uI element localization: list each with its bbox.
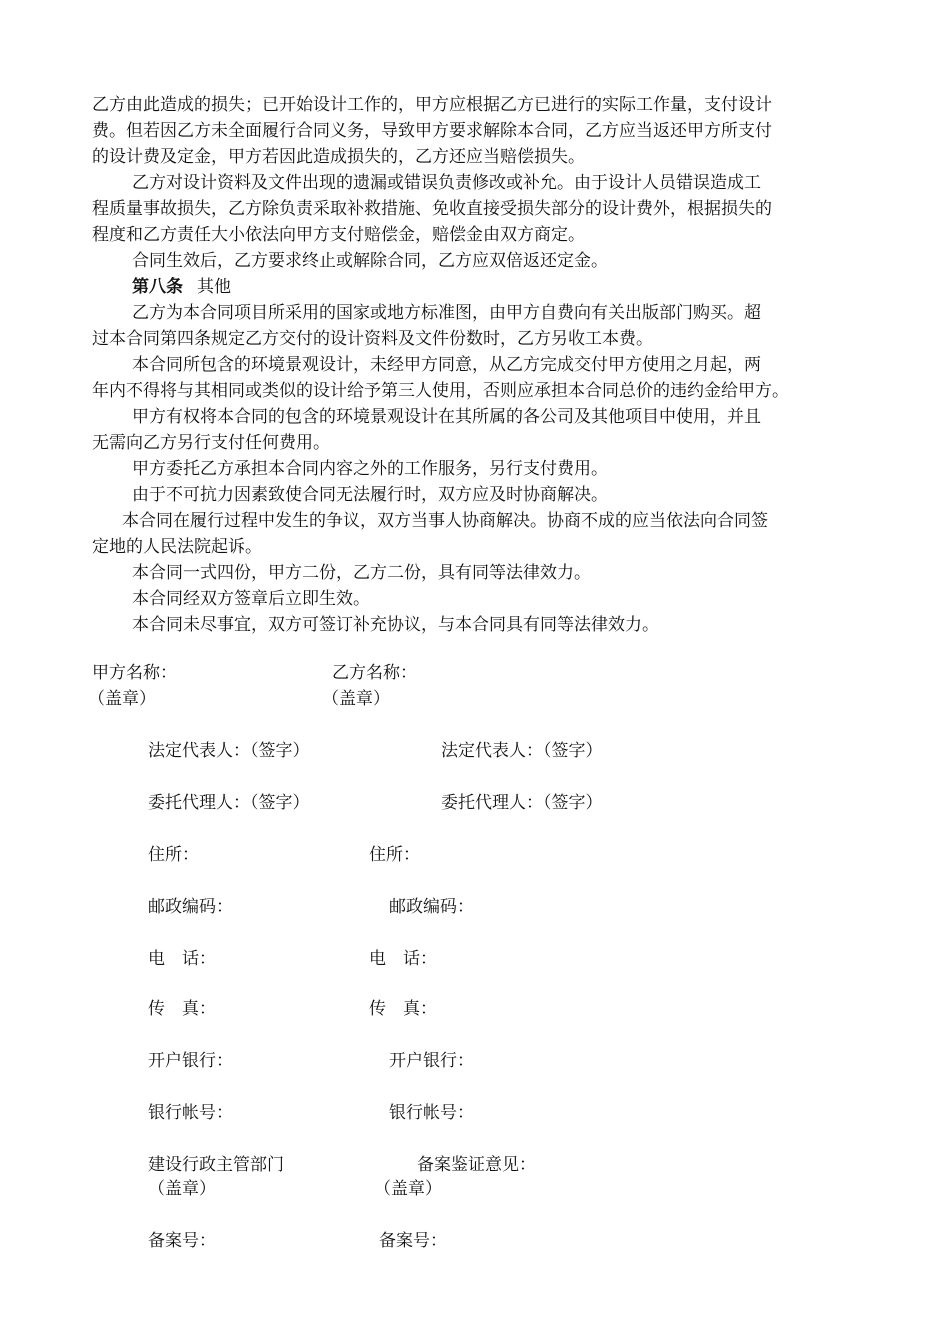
filing-opinion-label: 备案鉴证意见： [417,1155,536,1175]
party-a-agent-label: 委托代理人：（签字） [148,793,310,813]
filing-seal-label: （盖章） [374,1179,442,1199]
party-a-postcode-label: 邮政编码： [148,897,233,917]
paragraph-line: 本合同一式四份，甲方二份，乙方二份，具有同等法律效力。 [132,563,591,583]
paragraph-line: 的设计费及定金，甲方若因此造成损失的，乙方还应当赔偿损失。 [92,147,585,167]
authority-seal-label: （盖章） [148,1179,216,1199]
authority-label: 建设行政主管部门 [148,1155,284,1175]
party-b-agent-label: 委托代理人：（签字） [441,793,603,813]
article-title: 其他 [197,277,231,297]
paragraph-line: 本合同所包含的环境景观设计，未经甲方同意，从乙方完成交付甲方使用之月起，两 [132,355,761,375]
party-a-account-label: 银行帐号： [148,1103,233,1123]
party-b-account-label: 银行帐号： [389,1103,474,1123]
filing-number-label-b: 备案号： [379,1231,447,1251]
party-b-bank-label: 开户银行： [389,1051,474,1071]
paragraph-line: 乙方为本合同项目所采用的国家或地方标准图，由甲方自费向有关出版部门购买。超 [132,303,761,323]
party-a-fax-label: 传 真： [148,999,216,1019]
party-b-address-label: 住所： [369,845,420,865]
party-b-legal-rep-label: 法定代表人：（签字） [441,741,603,761]
paragraph-line: 过本合同第四条规定乙方交付的设计资料及文件份数时，乙方另收工本费。 [92,329,653,349]
paragraph-line: 程度和乙方责任大小依法向甲方支付赔偿金，赔偿金由双方商定。 [92,225,585,245]
party-b-phone-label: 电 话： [369,949,437,969]
party-a-bank-label: 开户银行： [148,1051,233,1071]
paragraph-line: 甲方委托乙方承担本合同内容之外的工作服务，另行支付费用。 [132,459,608,479]
party-a-name-label: 甲方名称： [92,663,177,683]
paragraph-line: 定地的人民法院起诉。 [92,537,262,557]
paragraph-line: 本合同未尽事宜，双方可签订补充协议，与本合同具有同等法律效力。 [132,615,659,635]
party-a-legal-rep-label: 法定代表人：（签字） [148,741,310,761]
paragraph-line: 本合同经双方签章后立即生效。 [132,589,370,609]
paragraph-line: 年内不得将与其相同或类似的设计给予第三人使用，否则应承担本合同总价的违约金给甲方。 [92,381,789,401]
paragraph-line: 由于不可抗力因素致使合同无法履行时，双方应及时协商解决。 [132,485,608,505]
paragraph-line: 本合同在履行过程中发生的争议，双方当事人协商解决。协商不成的应当依法向合同签 [122,511,768,531]
article-heading [132,275,231,299]
party-b-seal-label: （盖章） [322,689,390,709]
paragraph-line: 乙方由此造成的损失；已开始设计工作的，甲方应根据乙方已进行的实际工作量，支付设计 [92,95,772,115]
paragraph-line: 无需向乙方另行支付任何费用。 [92,433,330,453]
paragraph-line: 费。但若因乙方未全面履行合同义务，导致甲方要求解除本合同，乙方应当返还甲方所支付 [92,121,772,141]
party-a-seal-label: （盖章） [88,689,156,709]
paragraph-line: 合同生效后，乙方要求终止或解除合同，乙方应双倍返还定金。 [132,251,608,271]
article-number: 第八条 [132,277,183,297]
paragraph-line: 甲方有权将本合同的包含的环境景观设计在其所属的各公司及其他项目中使用，并且 [132,407,761,427]
filing-number-label-a: 备案号： [148,1231,216,1251]
party-a-address-label: 住所： [148,845,199,865]
party-b-fax-label: 传 真： [369,999,437,1019]
paragraph-line: 乙方对设计资料及文件出现的遗漏或错误负责修改或补允。由于设计人员错误造成工 [132,173,761,193]
party-a-phone-label: 电 话： [148,949,216,969]
party-b-postcode-label: 邮政编码： [389,897,474,917]
paragraph-line: 程质量事故损失，乙方除负责采取补救措施、免收直接受损失部分的设计费外，根据损失的 [92,199,772,219]
party-b-name-label: 乙方名称： [332,663,417,683]
